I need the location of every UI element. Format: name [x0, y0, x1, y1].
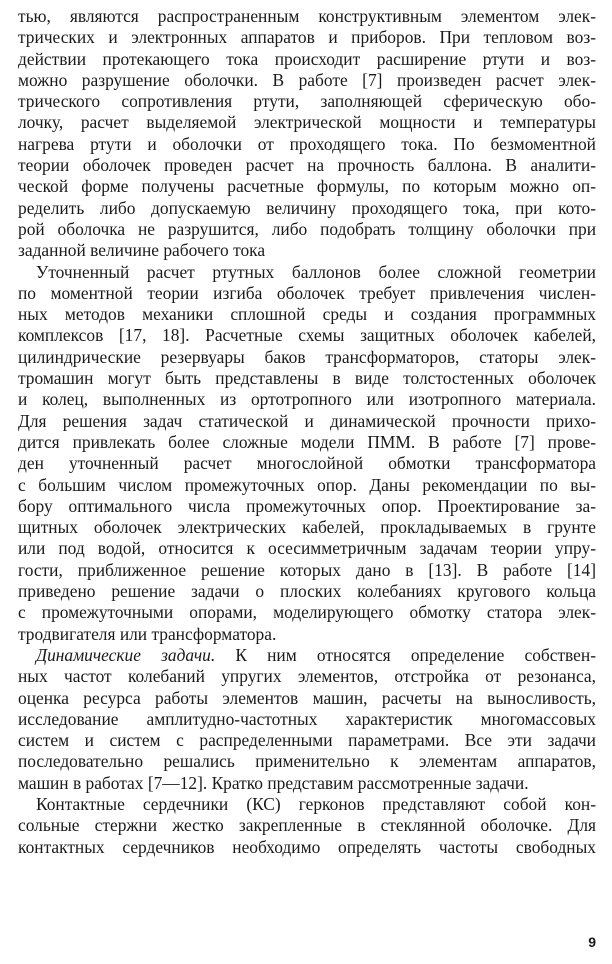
text-line: оценка ресурса работы элементов машин, расчеты на выносливость, — [18, 687, 596, 708]
text-line: заданной величине рабочего тока — [18, 240, 266, 261]
text-line: нагрева ртути и оболочки от проходящего тока. По безмоментной — [18, 133, 596, 154]
text-line: рой оболочка не разрушится, либо подобрать толщину оболочки при — [18, 218, 596, 239]
text-line: ческой форме получены расчетные формулы, по которым можно оп- — [18, 176, 596, 197]
text-line: щитных оболочек электрических кабелей, прокладываемых в грунте — [18, 517, 596, 538]
text-line: приведено решение задачи о плоских колебаниях кругового кольца — [18, 581, 596, 602]
text-line: исследование амплитудно-частотных характеристик многомассовых — [18, 708, 596, 729]
text-line: лочку, расчет выделяемой электрической мощности и температуры — [18, 112, 596, 133]
text-line: и колец, выполненных из ортотропного или изотропного материала. — [18, 389, 596, 410]
text-line: контактных сердечников необходимо определять частоты свободных — [18, 836, 596, 857]
text-line: бору оптимального числа промежуточных опор. Проектирование за- — [18, 495, 596, 516]
text-line — [18, 645, 596, 666]
text-line: ден уточненный расчет многослойной обмотки трансформатора — [18, 453, 596, 474]
text-line: по моментной теории изгиба оболочек требует привлечения числен- — [18, 282, 596, 303]
paragraph-4 — [18, 794, 596, 858]
body-text — [18, 6, 596, 858]
text-line: Для решения задач статической и динамической прочности прихо- — [18, 410, 596, 431]
paragraph-1 — [18, 6, 596, 262]
text-line: цилиндрические резервуары баков трансформаторов, статоры элек- — [18, 346, 596, 367]
text-line: трических и электронных аппаратов и приборов. При тепловом воз- — [18, 27, 596, 48]
section-heading-inline: Динамические задачи. — [36, 644, 216, 665]
text-line: ных частот колебаний упругих элементов, отстройка от резонанса, — [18, 666, 596, 687]
text-line: с большим числом промежуточных опор. Даны рекомендации по вы- — [18, 474, 596, 495]
text-line: действии протекающего тока происходит расширение ртути и воз- — [18, 48, 596, 69]
text-line: можно разрушение оболочки. В работе [7] произведен расчет элек- — [18, 69, 596, 90]
text-line: гости, приближенное решение которых дано в [13]. В работе [14] — [18, 559, 596, 580]
text-line: ных методов механики сплошной среды и создания программных — [18, 304, 596, 325]
paragraph-2 — [18, 262, 596, 645]
text-line: или под водой, относится к осесимметричным задачам теории упру- — [18, 538, 596, 559]
text-line: последовательно решались применительно к элементам аппаратов, — [18, 751, 596, 772]
text-line: тью, являются распространенным конструктивным элементом элек- — [18, 6, 596, 26]
text-line: ределить либо допускаемую величину проходящего тока, при кото- — [18, 197, 596, 218]
text-line: тродвигателя или трансформатора. — [18, 623, 277, 644]
text-line: машин в работах [7—12]. Кратко представим рассмотренные задачи. — [18, 772, 529, 793]
text-line: Контактные сердечники (КС) герконов представляют собой кон- — [36, 793, 596, 814]
text-line: сольные стержни жестко закрепленные в стеклянной оболочке. Для — [18, 815, 596, 836]
text-line: систем и систем с распределенными параметрами. Все эти задачи — [18, 730, 596, 751]
text-line: дится привлекать более сложные модели ПММ. В работе [7] прове- — [18, 431, 596, 452]
paragraph-3 — [18, 645, 596, 794]
text-line: тромашин могут быть представлены в виде толстостенных оболочек — [18, 368, 596, 389]
text-line: с промежуточными опорами, моделирующего обмотку статора элек- — [18, 602, 596, 623]
text-line: трического сопротивления ртути, заполняющей сферическую обо- — [18, 91, 596, 112]
text-line: Уточненный расчет ртутных баллонов более сложной геометрии — [36, 261, 596, 282]
text-fragment: К ним относятся определение собствен- — [215, 644, 596, 665]
page-number: 9 — [588, 934, 596, 950]
text-line: комплексов [17, 18]. Расчетные схемы защитных оболочек кабелей, — [18, 325, 596, 346]
text-line: теории оболочек проведен расчет на прочность баллона. В аналити- — [18, 155, 596, 176]
